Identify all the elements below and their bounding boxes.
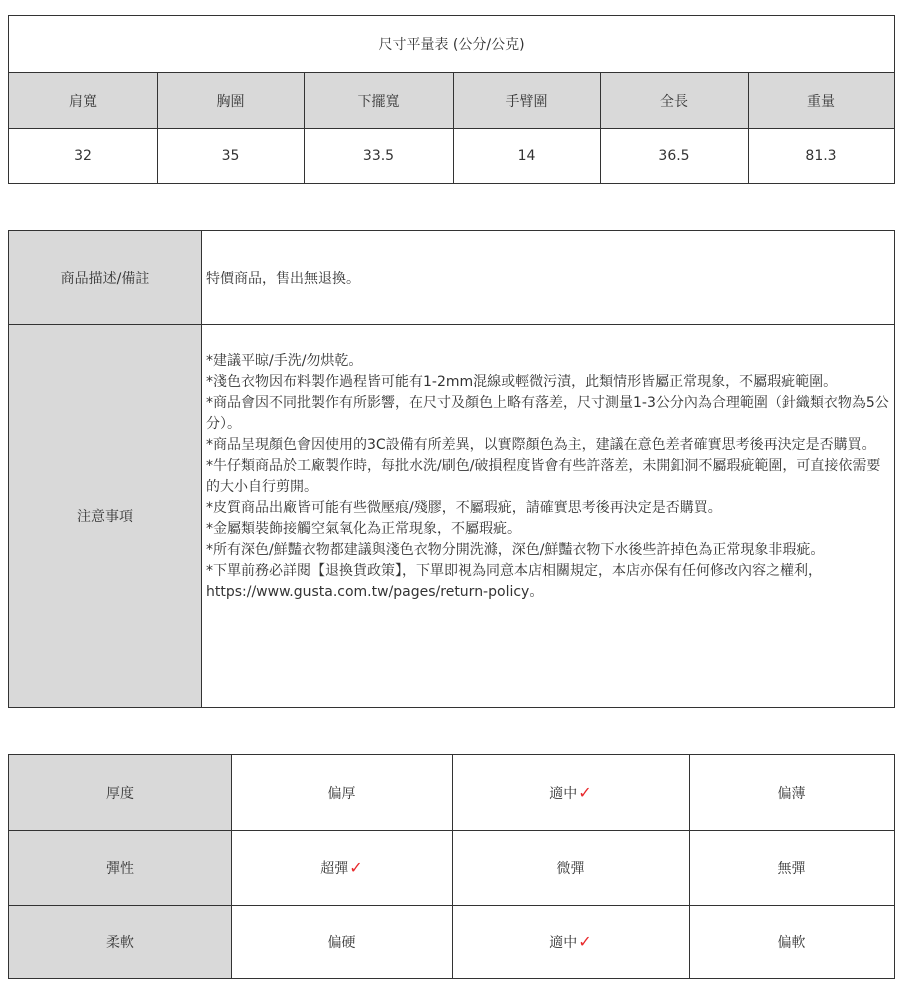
size-value-cell: 36.5 [658, 148, 690, 164]
fabric-option [231, 905, 452, 978]
size-table-title: 尺寸平量表 (公分/公克) [378, 37, 525, 53]
size-header-cell: 胸圍 [216, 93, 245, 110]
size-table [8, 15, 895, 184]
fabric-option-label: 適中 [549, 934, 578, 951]
fabric-option [452, 905, 689, 978]
notice-item: *皮質商品出廠皆可能有些微壓痕/殘膠，不屬瑕疵，請確實思考後再決定是否購買。 [206, 500, 722, 516]
fabric-option-label: 無彈 [777, 860, 806, 877]
fabric-option [452, 755, 689, 830]
fabric-option-label: 偏硬 [327, 934, 356, 951]
notice-item: *商品會因不同批製作有所影響，在尺寸及顏色上略有落差，尺寸測量1-3公分內為合理範圍（針織類衣物為5公分）。 [206, 395, 889, 432]
notice-item: *牛仔類商品於工廠製作時，每批水洗/刷色/破損程度皆會有些許落差，未開釦洞不屬瑕疵範圍，可直接依需要的大小自行剪開。 [206, 458, 881, 495]
fabric-row-label: 彈性 [106, 860, 134, 877]
fabric-option [231, 830, 452, 905]
check-mark-icon: ✓ [578, 932, 592, 951]
fabric-option-label: 適中 [549, 785, 578, 802]
size-header-cell: 下擺寬 [357, 93, 400, 110]
fabric-option [231, 755, 452, 830]
notice-item: *淺色衣物因布料製作過程皆可能有1-2mm混線或輕微污漬，此類情形皆屬正常現象，不屬瑕疵範圍。 [206, 374, 838, 390]
size-value-cell: 14 [517, 148, 536, 164]
size-header-cell: 手臂圍 [505, 93, 548, 110]
fabric-option-label: 微彈 [556, 860, 585, 877]
fabric-option-label: 超彈 [320, 860, 349, 877]
size-header-cell: 肩寬 [69, 93, 97, 110]
fabric-option [689, 905, 894, 978]
notice-item: *建議平晾/手洗/勿烘乾。 [206, 353, 363, 369]
notice-item: *下單前務必詳閱【退換貨政策】，下單即視為同意本店相關規定，本店亦保有任何修改內容之權利，https://www.gusta.com.tw/pages/return-policy。 [206, 563, 822, 600]
notice-item: *商品呈現顏色會因使用的3C設備有所差異，以實際顏色為主，建議在意色差者確實思考後再決定是否購買。 [206, 437, 876, 453]
fabric-option-label: 偏薄 [777, 785, 806, 802]
notices-list [206, 351, 892, 603]
notice-item: *所有深色/鮮豔衣物都建議與淺色衣物分開洗滌，深色/鮮豔衣物下水後些許掉色為正常現象非瑕疵。 [206, 542, 825, 558]
size-header-cell: 重量 [807, 93, 835, 110]
fabric-option [452, 830, 689, 905]
size-value-cell: 35 [221, 148, 240, 164]
size-header-cell: 全長 [660, 93, 688, 110]
fabric-option [689, 755, 894, 830]
notices-label: 注意事項 [77, 509, 133, 525]
description-table [8, 230, 895, 708]
fabric-option-label: 偏厚 [327, 785, 356, 802]
size-value-cell: 81.3 [805, 148, 837, 164]
fabric-row-label: 柔軟 [106, 934, 134, 951]
fabric-option-label: 偏軟 [777, 934, 806, 951]
size-value-cell: 33.5 [362, 148, 395, 164]
size-value-cell: 32 [74, 148, 92, 164]
description-text: 特價商品，售出無退換。 [206, 270, 360, 287]
description-label: 商品描述/備註 [60, 270, 150, 287]
notice-item: *金屬類裝飾接觸空氣氧化為正常現象，不屬瑕疵。 [206, 521, 521, 537]
check-mark-icon: ✓ [349, 858, 363, 877]
fabric-row-label: 厚度 [106, 785, 134, 802]
fabric-option [689, 830, 894, 905]
fabric-table [8, 754, 895, 979]
check-mark-icon: ✓ [578, 783, 592, 802]
